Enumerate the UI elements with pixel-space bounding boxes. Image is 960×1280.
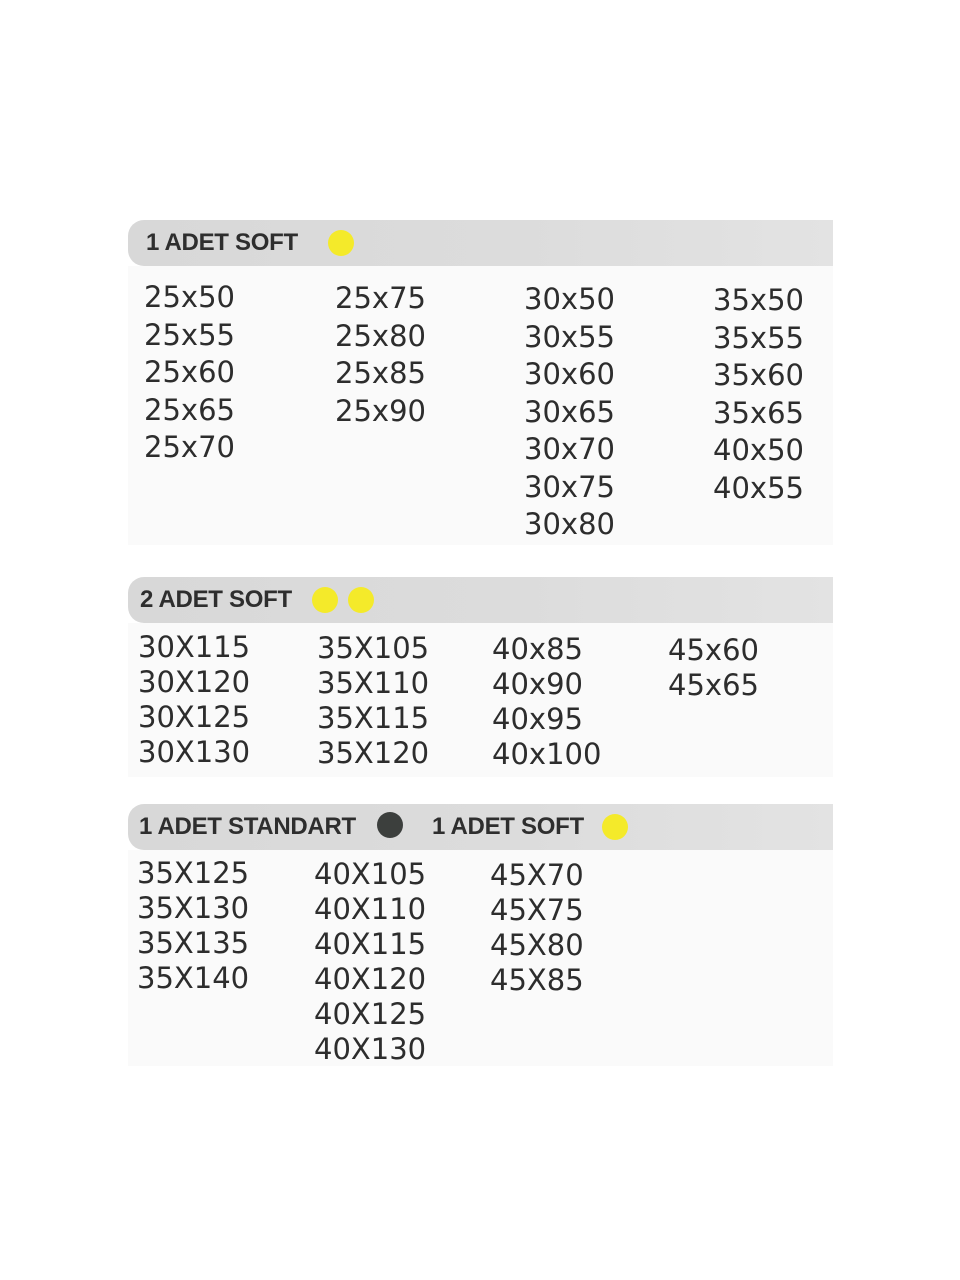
size-item: 40x90 (492, 667, 583, 701)
section-title-soft: 1 ADET SOFT (432, 813, 584, 840)
size-item: 40X125 (314, 997, 427, 1031)
size-item: 25x55 (144, 317, 235, 352)
size-item: 30x80 (524, 507, 615, 541)
size-item: 25x50 (144, 280, 235, 314)
section-header-bar (128, 804, 833, 850)
size-item: 30X120 (138, 665, 251, 699)
size-item: 35x60 (713, 358, 804, 392)
size-item: 45X85 (490, 963, 584, 997)
size-item: 35X130 (137, 891, 250, 925)
section-1-adet-soft (128, 220, 833, 545)
size-item: 35X110 (317, 666, 430, 700)
soft-indicator-dot (328, 230, 354, 256)
size-item: 35x55 (713, 320, 804, 355)
size-item: 30X125 (138, 700, 251, 734)
size-column-1 (137, 856, 249, 996)
size-item: 30x55 (524, 319, 615, 354)
soft-indicator-dot (602, 814, 628, 840)
size-item: 30x60 (524, 357, 615, 391)
section-2-adet-soft (128, 577, 833, 777)
section-header-bar (128, 577, 833, 623)
size-item: 40X110 (314, 892, 427, 926)
size-item: 45x65 (668, 668, 759, 702)
soft-indicator-dot (348, 587, 374, 613)
size-column-3 (490, 858, 584, 998)
size-item: 35X115 (317, 701, 430, 735)
size-item: 30x75 (524, 469, 615, 504)
size-item: 40x55 (713, 470, 804, 505)
size-item: 30X130 (138, 735, 251, 769)
size-item: 35X105 (317, 631, 430, 665)
size-item: 35x50 (713, 283, 804, 317)
size-item: 25x90 (335, 393, 426, 428)
size-item: 35X120 (317, 736, 430, 770)
size-item: 40X105 (314, 857, 427, 891)
size-item: 45X70 (490, 858, 584, 892)
size-item: 45X75 (490, 893, 584, 927)
section-title-standart: 1 ADET STANDART (139, 813, 356, 840)
size-item: 25x80 (335, 318, 426, 353)
size-item: 45X80 (490, 928, 584, 962)
size-item: 40X130 (314, 1032, 427, 1066)
size-item: 25x70 (144, 430, 235, 464)
standart-indicator-dot (377, 812, 403, 838)
section-title: 1 ADET SOFT (146, 229, 298, 256)
size-column-2 (335, 280, 426, 430)
size-item: 35X140 (137, 961, 250, 995)
size-item: 30x65 (524, 394, 615, 429)
size-item: 35x65 (713, 395, 804, 430)
size-item: 30X115 (138, 630, 251, 664)
size-item: 40X120 (314, 962, 427, 996)
size-item: 45x60 (668, 633, 759, 667)
size-column-2 (314, 857, 426, 1067)
size-item: 40x100 (492, 737, 602, 771)
size-column-3 (492, 632, 601, 772)
size-item: 25x65 (144, 392, 235, 427)
size-item: 35X135 (137, 926, 250, 960)
size-item: 25x85 (335, 356, 426, 390)
size-item: 40x85 (492, 632, 583, 666)
size-item: 25x75 (335, 281, 426, 315)
size-item: 30x70 (524, 432, 615, 466)
size-column-4 (713, 282, 804, 507)
size-item: 40X115 (314, 927, 427, 961)
size-item: 30x50 (524, 282, 615, 316)
size-item: 40x50 (713, 433, 804, 467)
size-column-3 (524, 281, 615, 544)
size-column-1 (138, 630, 250, 770)
size-column-2 (317, 631, 429, 771)
section-header-bar (128, 220, 833, 266)
size-item: 35X125 (137, 856, 250, 890)
size-item: 40x95 (492, 702, 583, 736)
section-standart-soft (128, 804, 833, 1066)
section-title: 2 ADET SOFT (140, 586, 292, 613)
size-column-4 (668, 633, 759, 703)
size-column-1 (144, 279, 235, 467)
size-item: 25x60 (144, 355, 235, 389)
soft-indicator-dot (312, 587, 338, 613)
